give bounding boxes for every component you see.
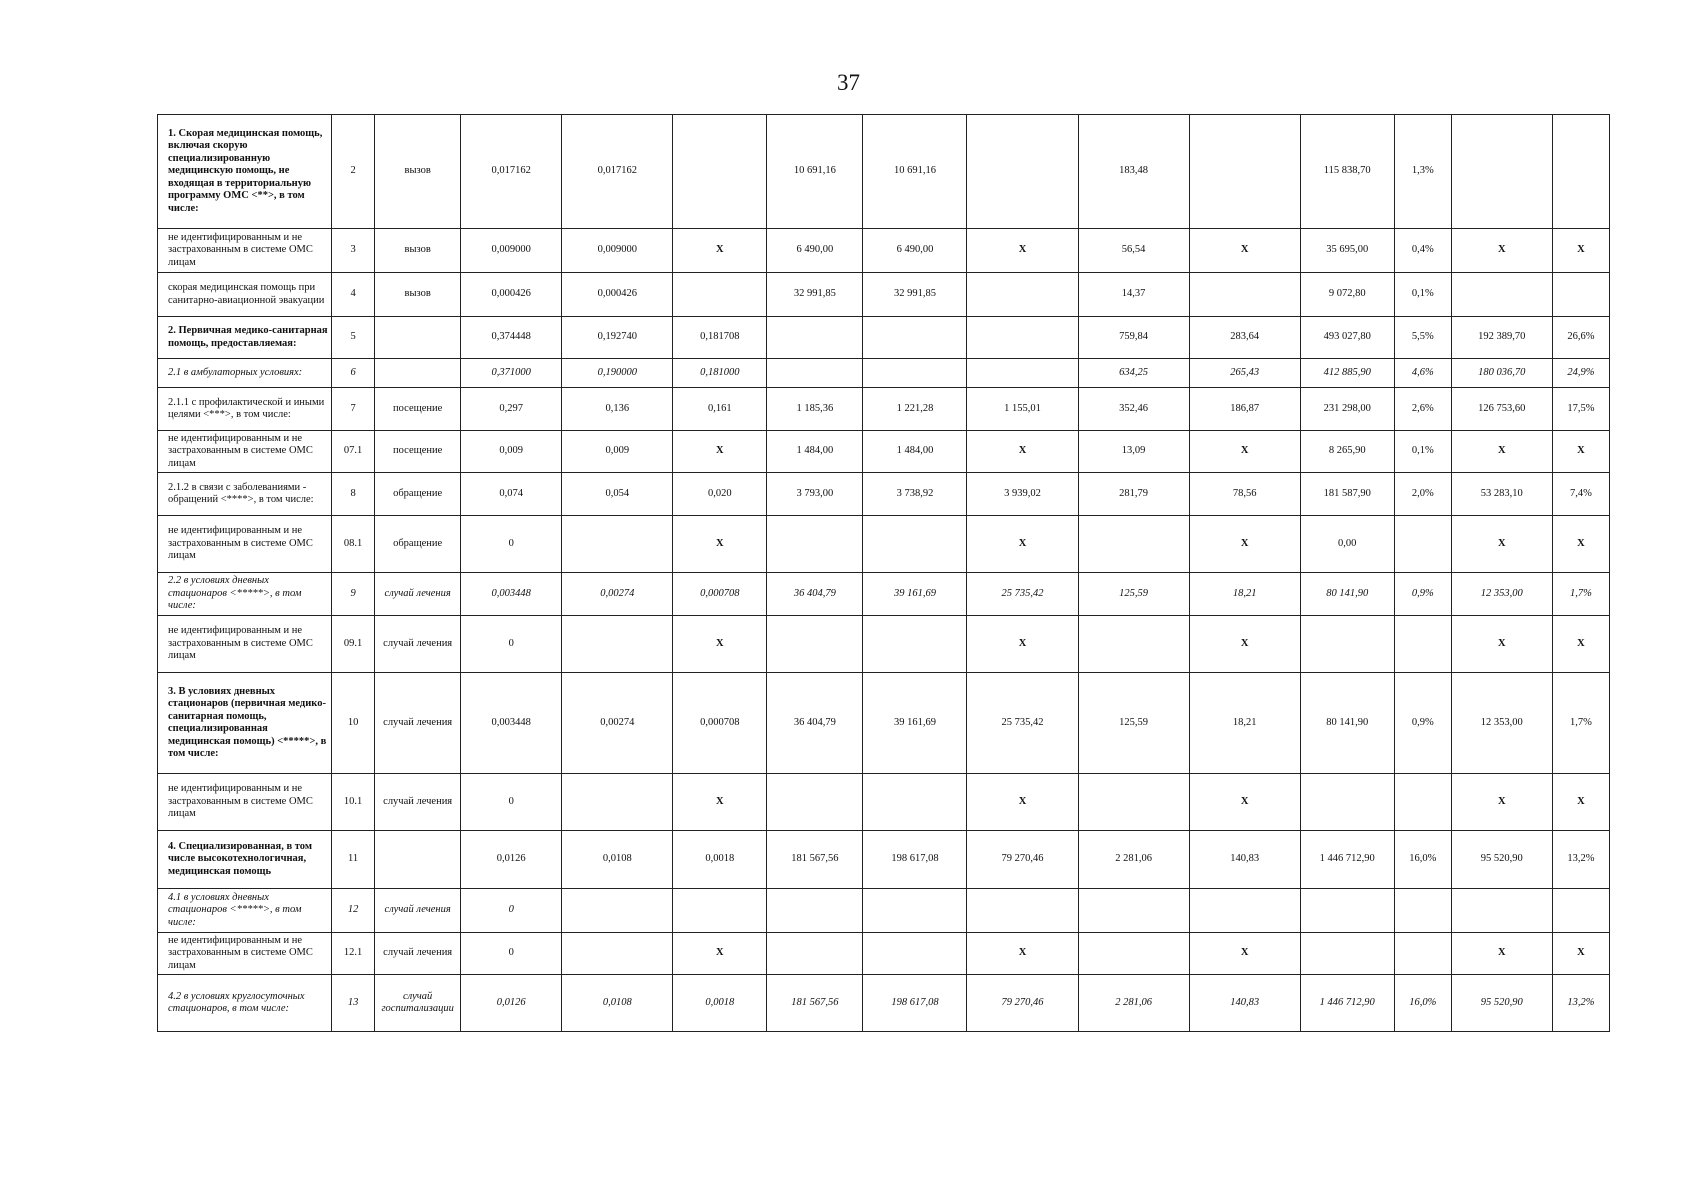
- table-cell: X: [1189, 933, 1300, 975]
- row-name-cell: 4.2 в условиях круглосуточных стационаров, в том числе:: [158, 975, 332, 1032]
- table-cell: 0,000426: [461, 273, 562, 317]
- row-name-cell: не идентифицированным и не застрахованным в системе ОМС лицам: [158, 516, 332, 573]
- table-cell: X: [1189, 229, 1300, 273]
- table-cell: 5,5%: [1394, 317, 1451, 359]
- row-name-cell: скорая медицинская помощь при санитарно-авиационной эвакуации: [158, 273, 332, 317]
- table-cell: 79 270,46: [967, 975, 1078, 1032]
- table-cell: [767, 889, 863, 933]
- table-row: [158, 473, 1610, 516]
- table-cell: 07.1: [332, 431, 375, 473]
- table-cell: X: [673, 431, 767, 473]
- table-cell: 125,59: [1078, 673, 1189, 774]
- table-cell: 0,9%: [1394, 573, 1451, 616]
- table-cell: 1,3%: [1394, 115, 1451, 229]
- table-cell: 0,009: [461, 431, 562, 473]
- table-cell: 12 353,00: [1451, 573, 1552, 616]
- table-cell: [673, 889, 767, 933]
- table-cell: [673, 115, 767, 229]
- table-cell: посещение: [375, 388, 461, 431]
- table-row: [158, 831, 1610, 889]
- table-cell: 0,017162: [461, 115, 562, 229]
- table-cell: 231 298,00: [1300, 388, 1394, 431]
- row-name-cell: не идентифицированным и не застрахованным в системе ОМС лицам: [158, 774, 332, 831]
- table-row: [158, 229, 1610, 273]
- table-cell: обращение: [375, 516, 461, 573]
- table-cell: 0,017162: [562, 115, 673, 229]
- row-name-cell: 1. Скорая медицинская помощь, включая скорую специализированную медицинскую помощь, не входящая в территориальную программу ОМС <**>, в том числе:: [158, 115, 332, 229]
- table-cell: 56,54: [1078, 229, 1189, 273]
- table-cell: 13: [332, 975, 375, 1032]
- row-name-cell: 3. В условиях дневных стационаров (первичная медико-санитарная помощь, специализированная медицинская помощь) <*****>, в том числе:: [158, 673, 332, 774]
- table-cell: X: [673, 516, 767, 573]
- table-cell: 0: [461, 616, 562, 673]
- table-cell: 1,7%: [1552, 573, 1609, 616]
- table-cell: X: [967, 774, 1078, 831]
- row-name-cell: не идентифицированным и не застрахованным в системе ОМС лицам: [158, 431, 332, 473]
- table-cell: 8 265,90: [1300, 431, 1394, 473]
- table-cell: X: [673, 616, 767, 673]
- table-cell: [863, 317, 967, 359]
- table-cell: 126 753,60: [1451, 388, 1552, 431]
- table-cell: [767, 933, 863, 975]
- table-cell: 0,1%: [1394, 431, 1451, 473]
- table-cell: случай лечения: [375, 616, 461, 673]
- table-cell: 183,48: [1078, 115, 1189, 229]
- table-cell: 2 281,06: [1078, 831, 1189, 889]
- table-cell: 25 735,42: [967, 673, 1078, 774]
- table-cell: 13,2%: [1552, 975, 1609, 1032]
- table-cell: 181 567,56: [767, 831, 863, 889]
- table-cell: [1394, 616, 1451, 673]
- table-cell: 1 155,01: [967, 388, 1078, 431]
- table-cell: 115 838,70: [1300, 115, 1394, 229]
- table-row: [158, 975, 1610, 1032]
- table-cell: 0: [461, 774, 562, 831]
- table-cell: [967, 889, 1078, 933]
- table-cell: [767, 616, 863, 673]
- table-cell: X: [1552, 774, 1609, 831]
- table-cell: 7,4%: [1552, 473, 1609, 516]
- table-cell: X: [1552, 229, 1609, 273]
- table-cell: [1394, 933, 1451, 975]
- table-cell: 0,003448: [461, 673, 562, 774]
- table-cell: 186,87: [1189, 388, 1300, 431]
- table-cell: X: [1451, 229, 1552, 273]
- table-cell: 53 283,10: [1451, 473, 1552, 516]
- table-cell: [1300, 933, 1394, 975]
- table-cell: 1 446 712,90: [1300, 975, 1394, 1032]
- table-cell: X: [967, 516, 1078, 573]
- table-cell: [967, 317, 1078, 359]
- table-cell: 32 991,85: [863, 273, 967, 317]
- table-cell: 6: [332, 359, 375, 388]
- table-cell: 192 389,70: [1451, 317, 1552, 359]
- table-cell: 13,2%: [1552, 831, 1609, 889]
- table-cell: 3: [332, 229, 375, 273]
- table-cell: 12: [332, 889, 375, 933]
- table-cell: 14,37: [1078, 273, 1189, 317]
- table-cell: [1078, 933, 1189, 975]
- table-cell: 2 281,06: [1078, 975, 1189, 1032]
- table-cell: X: [1451, 431, 1552, 473]
- table-cell: 0,0126: [461, 975, 562, 1032]
- table-cell: X: [967, 616, 1078, 673]
- table-row: [158, 359, 1610, 388]
- table-cell: 35 695,00: [1300, 229, 1394, 273]
- table-cell: X: [967, 431, 1078, 473]
- table-cell: 0,161: [673, 388, 767, 431]
- table-cell: X: [1189, 516, 1300, 573]
- table-cell: 0,1%: [1394, 273, 1451, 317]
- table-cell: обращение: [375, 473, 461, 516]
- table-cell: 39 161,69: [863, 573, 967, 616]
- table-cell: [1300, 774, 1394, 831]
- table-cell: 25 735,42: [967, 573, 1078, 616]
- table-row: [158, 388, 1610, 431]
- table-row: [158, 933, 1610, 975]
- table-cell: 1 484,00: [863, 431, 967, 473]
- table-cell: [562, 889, 673, 933]
- table-cell: 0,0108: [562, 831, 673, 889]
- table-cell: 7: [332, 388, 375, 431]
- table-cell: [1451, 115, 1552, 229]
- table-cell: 180 036,70: [1451, 359, 1552, 388]
- table-cell: 10: [332, 673, 375, 774]
- table-cell: 9 072,80: [1300, 273, 1394, 317]
- table-cell: 80 141,90: [1300, 573, 1394, 616]
- table-cell: 198 617,08: [863, 975, 967, 1032]
- table-cell: 80 141,90: [1300, 673, 1394, 774]
- table-cell: 1 446 712,90: [1300, 831, 1394, 889]
- table-cell: [562, 616, 673, 673]
- table-cell: 4: [332, 273, 375, 317]
- table-cell: 0,136: [562, 388, 673, 431]
- table-cell: X: [1189, 431, 1300, 473]
- table-cell: [375, 831, 461, 889]
- table-cell: 10 691,16: [767, 115, 863, 229]
- table-cell: 265,43: [1189, 359, 1300, 388]
- table-cell: 0,181000: [673, 359, 767, 388]
- table-cell: 79 270,46: [967, 831, 1078, 889]
- table-cell: [562, 516, 673, 573]
- row-name-cell: 2.1 в амбулаторных условиях:: [158, 359, 332, 388]
- table-cell: X: [673, 933, 767, 975]
- table-cell: 95 520,90: [1451, 975, 1552, 1032]
- table-cell: [1394, 889, 1451, 933]
- table-cell: [863, 516, 967, 573]
- table-cell: вызов: [375, 273, 461, 317]
- row-name-cell: 2.1.2 в связи с заболеваниями - обращений <****>, в том числе:: [158, 473, 332, 516]
- table-cell: 0,0018: [673, 975, 767, 1032]
- table-cell: 181 567,56: [767, 975, 863, 1032]
- row-name-cell: 4. Специализированная, в том числе высокотехнологичная, медицинская помощь: [158, 831, 332, 889]
- table-row: [158, 273, 1610, 317]
- table-cell: 10 691,16: [863, 115, 967, 229]
- table-cell: 0,054: [562, 473, 673, 516]
- table-cell: 4,6%: [1394, 359, 1451, 388]
- table-cell: [1078, 616, 1189, 673]
- table-cell: 181 587,90: [1300, 473, 1394, 516]
- table-cell: [1300, 616, 1394, 673]
- table-cell: 2: [332, 115, 375, 229]
- table-cell: 32 991,85: [767, 273, 863, 317]
- table-cell: [375, 317, 461, 359]
- table-cell: 5: [332, 317, 375, 359]
- data-table: [157, 114, 1610, 1032]
- table-cell: [1189, 273, 1300, 317]
- table-cell: 0,00274: [562, 573, 673, 616]
- table-cell: [967, 115, 1078, 229]
- table-row: [158, 573, 1610, 616]
- table-cell: [863, 616, 967, 673]
- table-cell: 3 738,92: [863, 473, 967, 516]
- table-cell: 24,9%: [1552, 359, 1609, 388]
- table-cell: 198 617,08: [863, 831, 967, 889]
- table-cell: 16,0%: [1394, 831, 1451, 889]
- row-name-cell: не идентифицированным и не застрахованным в системе ОМС лицам: [158, 933, 332, 975]
- table-row: [158, 673, 1610, 774]
- table-cell: [1078, 774, 1189, 831]
- table-cell: 2,6%: [1394, 388, 1451, 431]
- table-cell: X: [1552, 933, 1609, 975]
- row-name-cell: 2.1.1 с профилактической и иными целями <***>, в том числе:: [158, 388, 332, 431]
- table-cell: X: [1451, 933, 1552, 975]
- table-row: [158, 616, 1610, 673]
- table-cell: 0,9%: [1394, 673, 1451, 774]
- table-cell: [1451, 273, 1552, 317]
- table-cell: [1394, 516, 1451, 573]
- table-cell: 9: [332, 573, 375, 616]
- table-cell: 10.1: [332, 774, 375, 831]
- table-cell: [562, 774, 673, 831]
- table-cell: 0,181708: [673, 317, 767, 359]
- table-cell: [1189, 889, 1300, 933]
- table-cell: 13,09: [1078, 431, 1189, 473]
- table-cell: 140,83: [1189, 975, 1300, 1032]
- table-cell: 0,009000: [562, 229, 673, 273]
- table-cell: 0,00: [1300, 516, 1394, 573]
- table-cell: 412 885,90: [1300, 359, 1394, 388]
- table-cell: 78,56: [1189, 473, 1300, 516]
- table-cell: X: [1451, 774, 1552, 831]
- table-cell: 36 404,79: [767, 673, 863, 774]
- table-cell: X: [1552, 616, 1609, 673]
- table-cell: [863, 933, 967, 975]
- table-cell: 0,000708: [673, 673, 767, 774]
- table-row: [158, 889, 1610, 933]
- table-cell: [767, 774, 863, 831]
- table-cell: [1300, 889, 1394, 933]
- table-cell: 12 353,00: [1451, 673, 1552, 774]
- table-cell: 0,0126: [461, 831, 562, 889]
- table-cell: X: [1189, 774, 1300, 831]
- row-name-cell: 2.2 в условиях дневных стационаров <*****>, в том числе:: [158, 573, 332, 616]
- table-row: [158, 516, 1610, 573]
- table-cell: 0,4%: [1394, 229, 1451, 273]
- table-cell: [863, 774, 967, 831]
- table-cell: X: [1552, 516, 1609, 573]
- table-cell: 0,074: [461, 473, 562, 516]
- table-cell: 125,59: [1078, 573, 1189, 616]
- table-cell: случай лечения: [375, 673, 461, 774]
- table-cell: 0,009000: [461, 229, 562, 273]
- table-cell: 39 161,69: [863, 673, 967, 774]
- table-cell: 281,79: [1078, 473, 1189, 516]
- table-cell: X: [1552, 431, 1609, 473]
- table-cell: [767, 359, 863, 388]
- table-cell: [1078, 889, 1189, 933]
- table-cell: 493 027,80: [1300, 317, 1394, 359]
- table-cell: X: [967, 229, 1078, 273]
- table-cell: X: [1451, 516, 1552, 573]
- table-cell: 0,00274: [562, 673, 673, 774]
- table-cell: [1552, 889, 1609, 933]
- table-cell: случай лечения: [375, 573, 461, 616]
- table-cell: случай лечения: [375, 774, 461, 831]
- table-cell: 0,0018: [673, 831, 767, 889]
- table-cell: [562, 933, 673, 975]
- table-cell: 0,297: [461, 388, 562, 431]
- table-cell: X: [967, 933, 1078, 975]
- table-cell: 17,5%: [1552, 388, 1609, 431]
- table-row: [158, 317, 1610, 359]
- table-cell: 0,190000: [562, 359, 673, 388]
- table-cell: 36 404,79: [767, 573, 863, 616]
- table-cell: 0: [461, 889, 562, 933]
- table-cell: 634,25: [1078, 359, 1189, 388]
- table-cell: 283,64: [1189, 317, 1300, 359]
- table-cell: 0: [461, 933, 562, 975]
- table-cell: [967, 359, 1078, 388]
- table-cell: [673, 273, 767, 317]
- table-cell: 0,000708: [673, 573, 767, 616]
- table-cell: [1552, 115, 1609, 229]
- table-cell: 6 490,00: [863, 229, 967, 273]
- table-cell: X: [1451, 616, 1552, 673]
- table-cell: X: [1189, 616, 1300, 673]
- row-name-cell: 4.1 в условиях дневных стационаров <*****>, в том числе:: [158, 889, 332, 933]
- table-cell: [1552, 273, 1609, 317]
- table-cell: 0,374448: [461, 317, 562, 359]
- table-cell: 18,21: [1189, 573, 1300, 616]
- table-cell: 0,192740: [562, 317, 673, 359]
- table-cell: [967, 273, 1078, 317]
- table-cell: 1 221,28: [863, 388, 967, 431]
- row-name-cell: не идентифицированным и не застрахованным в системе ОМС лицам: [158, 616, 332, 673]
- table-cell: 0,0108: [562, 975, 673, 1032]
- table-cell: 1 484,00: [767, 431, 863, 473]
- page-number: 37: [837, 70, 860, 95]
- table-cell: X: [673, 229, 767, 273]
- table-cell: случай лечения: [375, 933, 461, 975]
- table-cell: 6 490,00: [767, 229, 863, 273]
- table-cell: [1189, 115, 1300, 229]
- table-cell: 0,003448: [461, 573, 562, 616]
- row-name-cell: не идентифицированным и не застрахованным в системе ОМС лицам: [158, 229, 332, 273]
- table-cell: 2,0%: [1394, 473, 1451, 516]
- table-cell: 0,000426: [562, 273, 673, 317]
- table-cell: 09.1: [332, 616, 375, 673]
- table-row: [158, 774, 1610, 831]
- table-cell: [767, 317, 863, 359]
- table-cell: 11: [332, 831, 375, 889]
- table-cell: 3 939,02: [967, 473, 1078, 516]
- table-cell: 0,020: [673, 473, 767, 516]
- table-cell: 26,6%: [1552, 317, 1609, 359]
- table-row: [158, 115, 1610, 229]
- table-cell: 1 185,36: [767, 388, 863, 431]
- table-cell: 0,009: [562, 431, 673, 473]
- table-cell: [863, 889, 967, 933]
- table-cell: 759,84: [1078, 317, 1189, 359]
- table-cell: 0: [461, 516, 562, 573]
- table-cell: [375, 359, 461, 388]
- table-cell: 8: [332, 473, 375, 516]
- row-name-cell: 2. Первичная медико-санитарная помощь, предоставляемая:: [158, 317, 332, 359]
- table-cell: 18,21: [1189, 673, 1300, 774]
- table-cell: 0,371000: [461, 359, 562, 388]
- table-row: [158, 431, 1610, 473]
- table-cell: [863, 359, 967, 388]
- table-cell: вызов: [375, 115, 461, 229]
- table-cell: 12.1: [332, 933, 375, 975]
- table-cell: 95 520,90: [1451, 831, 1552, 889]
- table-cell: посещение: [375, 431, 461, 473]
- table-cell: [767, 516, 863, 573]
- table-cell: 352,46: [1078, 388, 1189, 431]
- table-cell: [1078, 516, 1189, 573]
- table-cell: X: [673, 774, 767, 831]
- table-cell: 16,0%: [1394, 975, 1451, 1032]
- table-cell: 3 793,00: [767, 473, 863, 516]
- table-cell: вызов: [375, 229, 461, 273]
- table-cell: 140,83: [1189, 831, 1300, 889]
- table-cell: случай лечения: [375, 889, 461, 933]
- table-cell: 1,7%: [1552, 673, 1609, 774]
- table-cell: случай госпитализации: [375, 975, 461, 1032]
- table-cell: [1394, 774, 1451, 831]
- table-cell: 08.1: [332, 516, 375, 573]
- table-cell: [1451, 889, 1552, 933]
